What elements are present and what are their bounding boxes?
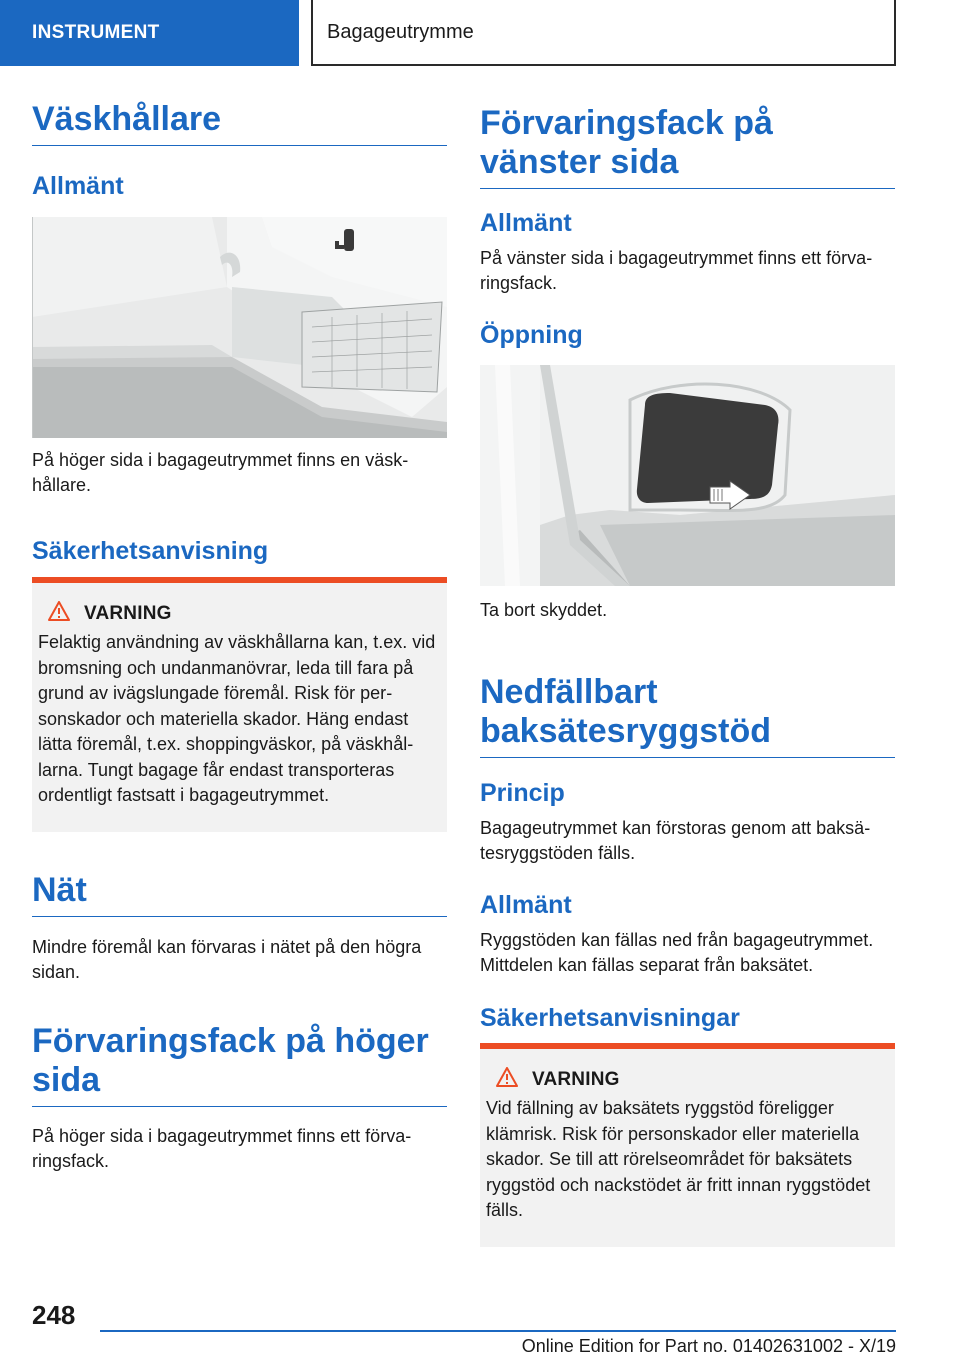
- warning-header: [48, 601, 441, 626]
- bag-holder-caption: På höger sida i bagageutrymmet finns en väskhållare.: [32, 450, 409, 495]
- warning-text: Vid fällning av baksätets ryggstöd föreligger klämrisk. Risk för personskador eller materiella skador. Se till att rörelseområdet för baksätets ryggstöd och nackstödet är fritt innan ryggstödet fälls.: [486, 1098, 871, 1220]
- bag-holder-illustration: [32, 217, 447, 438]
- warning-triangle-icon: [496, 1067, 518, 1092]
- heading-safety: Säkerhetsanvisningar: [480, 1004, 740, 1032]
- warning-box: [480, 1043, 895, 1247]
- warning-header: [496, 1067, 889, 1092]
- heading-general: Allmänt: [32, 172, 124, 200]
- general2-text: Ryggstöden kan fällas ned från bagageutrymmet. Mittdelen kan fällas separat från baksätet.: [480, 930, 874, 975]
- warning-text: Felaktig användning av väskhållarna kan, t.ex. vid bromsning och undanmanövrar, leda till fara på grund av ivägslungade föremål. Risk för personskador och materiella skador. Häng endast lätta föremål, t.ex. shoppingväskor, på väskhållarna. Tungt bagage får endast transporteras ordentligt fastsatt i bagageutrymmet.: [38, 632, 436, 805]
- trunk-left-side-drawing: [480, 365, 895, 586]
- page-number: 248: [32, 1300, 76, 1330]
- heading-backrest: Nedfällbart baksätesryggstöd: [480, 673, 895, 758]
- warning-title: VARNING: [84, 602, 172, 624]
- edition-note: Online Edition for Part no. 01402631002 - X/19: [521, 1336, 896, 1356]
- trunk-right-side-drawing: [32, 217, 447, 438]
- heading-safety: Säkerhetsanvisning: [32, 537, 269, 565]
- footer-divider: [100, 1330, 896, 1332]
- right-compartment-text: På höger sida i bagageutrymmet finns ett förvaringsfack.: [32, 1126, 412, 1171]
- heading-bag-holder: Väskhållare: [32, 100, 447, 146]
- page-header: [0, 0, 960, 68]
- heading-opening: Öppning: [480, 321, 583, 349]
- compartment-cover-illustration: [480, 365, 895, 586]
- chapter-tab: Bagageutrymme: [311, 0, 896, 66]
- general-text: På vänster sida i bagageutrymmet finns ett förvaringsfack.: [480, 248, 873, 293]
- heading-net: Nät: [32, 871, 447, 917]
- principle-text: Bagageutrymmet kan förstoras genom att baksätesryggstöden fälls.: [480, 818, 871, 863]
- warning-title: VARNING: [532, 1068, 620, 1090]
- heading-right-compartment: Förvaringsfack på höger sida: [32, 1022, 447, 1107]
- heading-general: Allmänt: [480, 891, 572, 919]
- heading-left-compartment: Förvaringsfack på vänster sida: [480, 104, 895, 189]
- cover-caption: Ta bort skyddet.: [480, 600, 608, 620]
- section-tab: INSTRUMENT: [0, 0, 299, 66]
- net-text: Mindre föremål kan förvaras i nätet på den högra sidan.: [32, 937, 422, 982]
- warning-triangle-icon: [48, 601, 70, 626]
- heading-general: Allmänt: [480, 209, 572, 237]
- warning-box: [32, 577, 447, 832]
- heading-principle: Princip: [480, 779, 565, 807]
